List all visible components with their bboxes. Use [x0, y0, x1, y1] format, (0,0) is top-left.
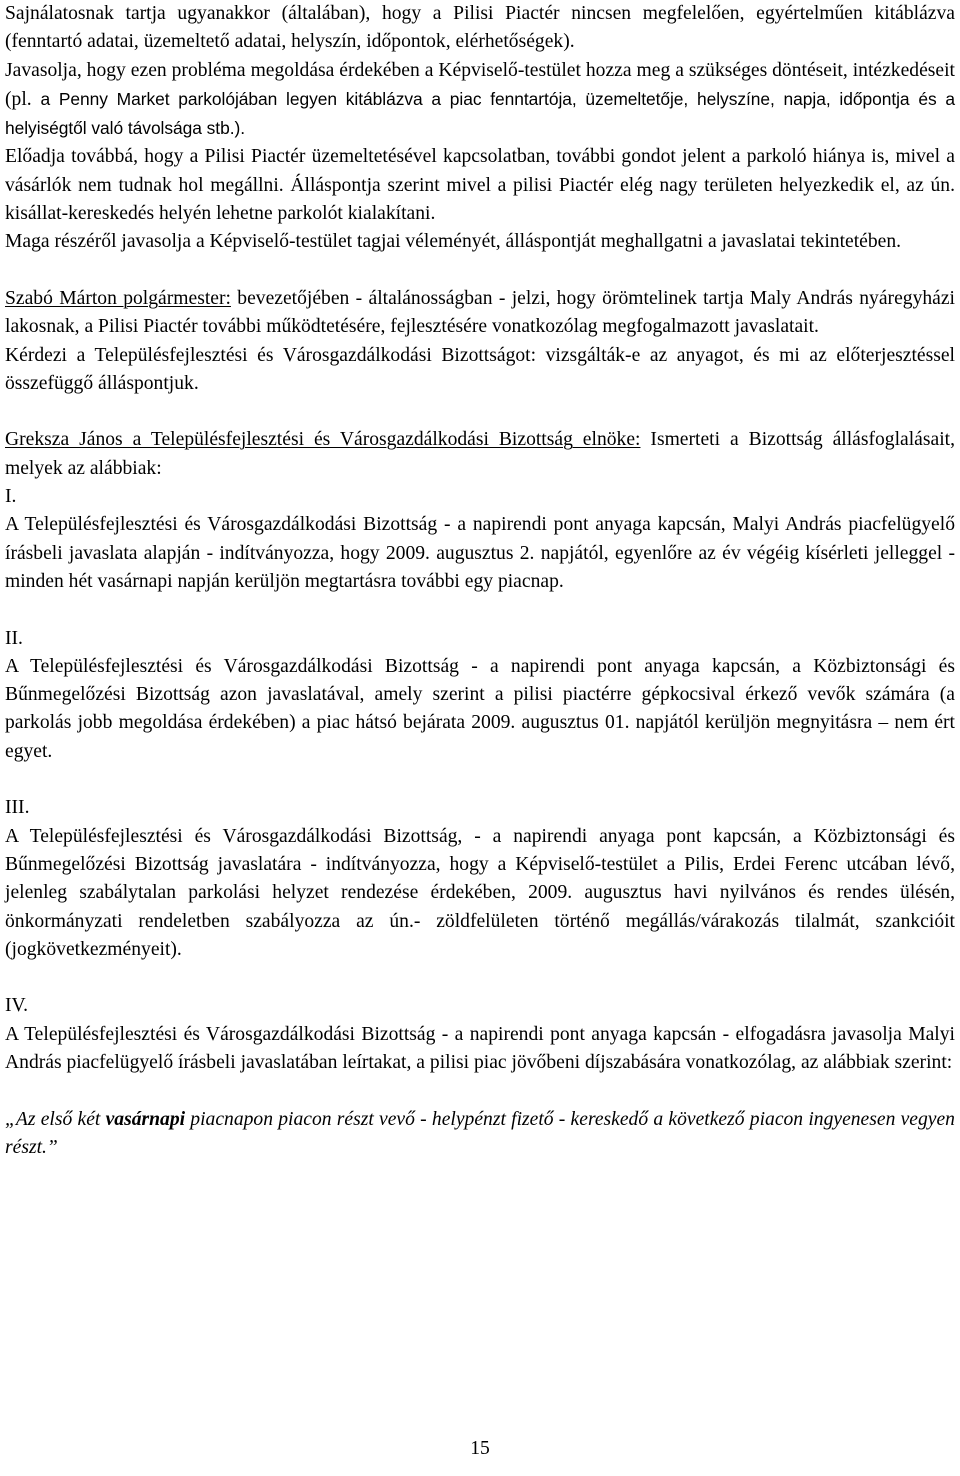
paragraph-text: Előadja továbbá, hogy a Pilisi Piactér üzemeltetésével kapcsolatban, további gondot jelent a parkoló hiánya is, mivel a vásárlók nem tudnak hol megállni. Álláspontja szerint mivel a pilisi Piactér elég nagy területen helyezkedik el, az ún. kisállat-kereskedés helyén lehetne parkolót kialakítani.	[5, 146, 955, 225]
blank-line	[5, 257, 955, 285]
blank-line	[5, 596, 955, 624]
paragraph-parking	[5, 143, 955, 228]
blank-line	[5, 398, 955, 426]
section-number: IV.	[5, 995, 29, 1017]
quote-text: piacnapon piacon részt vevő - helypénzt fizető - kereskedő a következő piacon ingyenesen vegyen részt.”	[5, 1108, 955, 1158]
paragraph-proposal	[5, 57, 955, 144]
section-text: A Településfejlesztési és Városgazdálkodási Bizottság - a napirendi pont anyaga kapcsán, Malyi András piacfelügyelő írásbeli javaslata alapján - indítványozza, hogy 2009. augusztus 2. napjától, egyenlőre az év végéig kísérleti jelleggel - minden hét vasárnapi napján kerüljön megtartásra további egy piacnap.	[5, 514, 955, 592]
paragraph-text: Ismerteti a Bizottság állásfoglalásait, melyek az alábbiak:	[5, 429, 955, 479]
paragraph-mayor	[5, 285, 955, 342]
paragraph-request	[5, 228, 955, 256]
paragraph-committee-chair	[5, 426, 955, 483]
blank-line	[5, 964, 955, 992]
section-text: A Településfejlesztési és Városgazdálkodási Bizottság, - a napirendi anyaga pont kapcsán, a Közbiztonsági és Bűnmegelőzési Bizottság javaslatára - indítványozza, hogy a Képviselő-testület a Pilis, Erdei Ferenc utcában lévő, jelenleg szabálytalan parkolási helyzet rendezése érdekében, 2009. augusztus havi nyilvános és rendes ülésén, önkormányzati rendeletben szabályozza az ún.- zöldfelületen történő megállás/várakozás tilalmát, szankcióit (jogkövetkezményeit).	[5, 825, 955, 960]
document-page	[5, 0, 955, 1162]
section-text: A Településfejlesztési és Városgazdálkodási Bizottság - a napirendi pont anyaga kapcsán - elfogadásra javasolja Malyi András piacfelügyelő írásbeli javaslatában leírtakat, a pilisi piac jövőbeni díjszabására vonatkozólag, az alábbiak szerint:	[5, 1023, 955, 1073]
section-text: A Településfejlesztési és Városgazdálkodási Bizottság - a napirendi pont anyaga kapcsán, a Közbiztonsági és Bűnmegelőzési Bizottság azon javaslatával, amely szerint a pilisi piactérre gépkocsival érkező vevők számára (a parkolás jobb megoldása érdekében) a piac hátsó bejárata 2009. augusztus 01. napjától kerüljön megnyitásra – nem ért egyet.	[5, 655, 955, 762]
quote-bold-word: vasárnapi	[105, 1108, 186, 1130]
page-number: 15	[470, 1438, 490, 1459]
paragraph-text: Javasolja, hogy ezen probléma megoldása érdekében a Képviselő-testület hozza meg a szükséges döntéseit, intézkedéseit (pl.	[5, 59, 955, 110]
quote-paragraph	[5, 1106, 955, 1163]
paragraph-text: bevezetőjében - általánosságban - jelzi, hogy örömtelinek tartja Maly András nyáregyházi lakosnak, a Pilisi Piactér további működtetésére, fejlesztésére vonatkozólag megfogalmazott javaslatait.	[5, 287, 955, 338]
quote-text: „Az első két	[5, 1108, 106, 1130]
paragraph-text: Maga részéről javasolja a Képviselő-testület tagjai véleményét, álláspontját meghallgatni a javaslatai tekintetében.	[5, 231, 902, 253]
blank-line	[5, 1077, 955, 1105]
paragraph-signage	[5, 0, 955, 57]
paragraph-text: Sajnálatosnak tartja ugyanakkor (általában), hogy a Pilisi Piactér nincsen megfelelően, egyértelműen kitáblázva (fenntartó adatai, üzemeltető adatai, helyszín, időpontok, elérhetőségek).	[5, 3, 955, 53]
paragraph-question	[5, 342, 955, 399]
section-number: III.	[5, 797, 30, 819]
paragraph-text: Kérdezi a Településfejlesztési és Városgazdálkodási Bizottságot: vizsgálták-e az anyagot, és mi az előterjesztéssel összefüggő álláspontjuk.	[5, 344, 955, 394]
section-number: I.	[5, 486, 17, 508]
speaker-name: Greksza János a Településfejlesztési és Városgazdálkodási Bizottság elnöke:	[5, 429, 641, 451]
section-number: II.	[5, 627, 23, 649]
paragraph-text-sans: a Penny Market parkolójában legyen kitáblázva a piac fenntartója, üzemeltetője, helyszíne, napja, időpontja és a helyiségtől való távolsága stb.).	[5, 88, 955, 139]
blank-line	[5, 766, 955, 794]
speaker-name: Szabó Márton polgármester:	[5, 287, 231, 309]
